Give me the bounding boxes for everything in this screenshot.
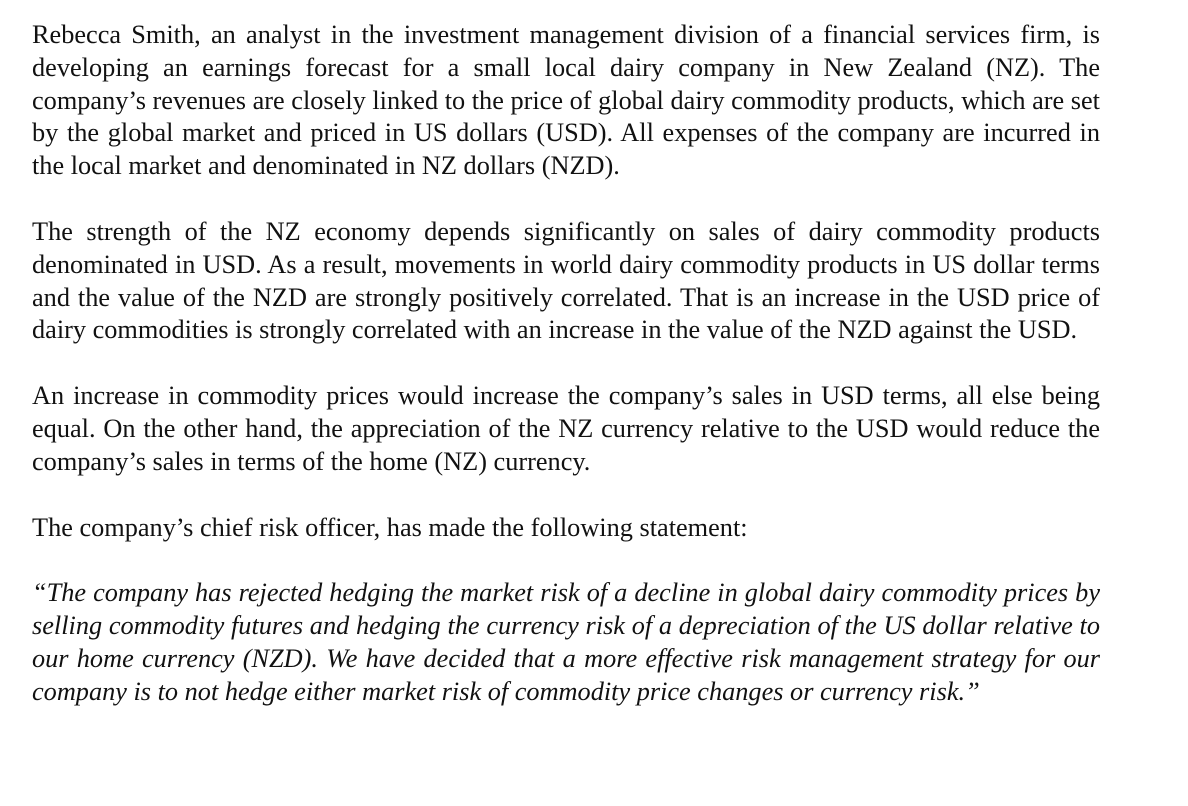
paragraph-nz-economy: The strength of the NZ economy depends significantly on sales of dairy commodity products denominated in USD. As a result, movements in world dairy commodity products in US dollar terms and the value of the NZD are strongly positively correlated. That is an increase in the USD price of dairy commodities is strongly correlated with an increase in the value of the NZD against the USD. xyxy=(32,216,1100,345)
cro-quote: “The company has rejected hedging the market risk of a decline in global dairy commodity prices by selling commodity futures and hedging the currency risk of a depreciation of the US dollar relative to our home currency (NZD). We have decided that a more effective risk management strategy for our company is to not hedge either market risk of commodity price changes or currency risk.” xyxy=(32,578,1100,706)
document-body xyxy=(32,19,1100,709)
paragraph-commodity-prices: An increase in commodity prices would increase the company’s sales in USD terms, all else being equal. On the other hand, the appreciation of the NZ currency relative to the USD would reduce the company’s sales in terms of the home (NZ) currency. xyxy=(32,381,1100,476)
paragraph-cro-intro: The company’s chief risk officer, has made the following statement: xyxy=(32,512,748,542)
paragraph-analyst-context: Rebecca Smith, an analyst in the investment management division of a financial services firm, is developing an earnings forecast for a small local dairy company in New Zealand (NZ). The company’s revenues are closely linked to the price of global dairy commodity products, which are set by the global market and priced in US dollars (USD). All expenses of the company are incurred in the local market and denominated in NZ dollars (NZD). xyxy=(32,20,1100,181)
